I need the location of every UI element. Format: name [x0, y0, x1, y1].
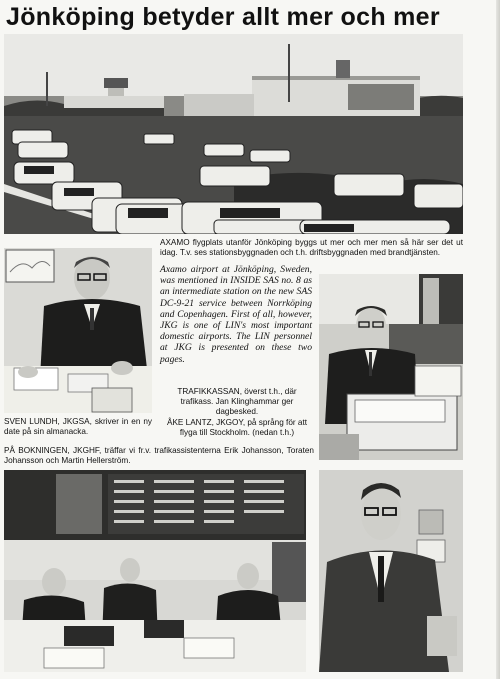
sven-lundh-caption: SVEN LUNDH, JKGSA, skriver in en ny date på sin almanacka.: [4, 417, 152, 436]
bokningen-caption: PÅ BOKNINGEN, JKGHF, träffar vi fr.v. trafikassistenterna Erik Johansson, Toraten Johansson och Martin Hellerström.: [4, 446, 314, 465]
ake-lantz-photo: [319, 470, 463, 672]
page-fold-edge: [496, 0, 500, 679]
ake-lantz-caption: ÅKE LANTZ, JKGOY, på språng för att flyga till Stockholm. (nedan t.h.): [166, 418, 307, 437]
airport-caption: AXAMO flygplats utanför Jönköping byggs ut mer och mer men så här ser det ut idag. T.v. ses stationsbyggnaden och t.h. driftsbyggnaden med brandtjänsten.: [160, 238, 463, 257]
page-headline: Jönköping betyder allt mer och mer: [6, 3, 440, 31]
bokningen-photo: [4, 470, 306, 672]
trafikkassan-photo: [319, 274, 463, 460]
english-intro-text: Axamo airport at Jönköping, Sweden, was mentioned in INSIDE SAS no. 8 as an intermediate station on the new SAS DC-9-21 service between Norrköping and Copenhagen. First of all, however, JKG is one of LIN's most important domestic airports. The LIN personnel at JKG is presented on these two pages.: [160, 264, 312, 365]
sven-lundh-photo: [4, 248, 152, 413]
trafikkassan-caption: TRAFIKKASSAN, överst t.h., där trafikass. Jan Klinghammar ger dagbesked.: [177, 387, 297, 416]
airport-photo: [4, 34, 463, 234]
